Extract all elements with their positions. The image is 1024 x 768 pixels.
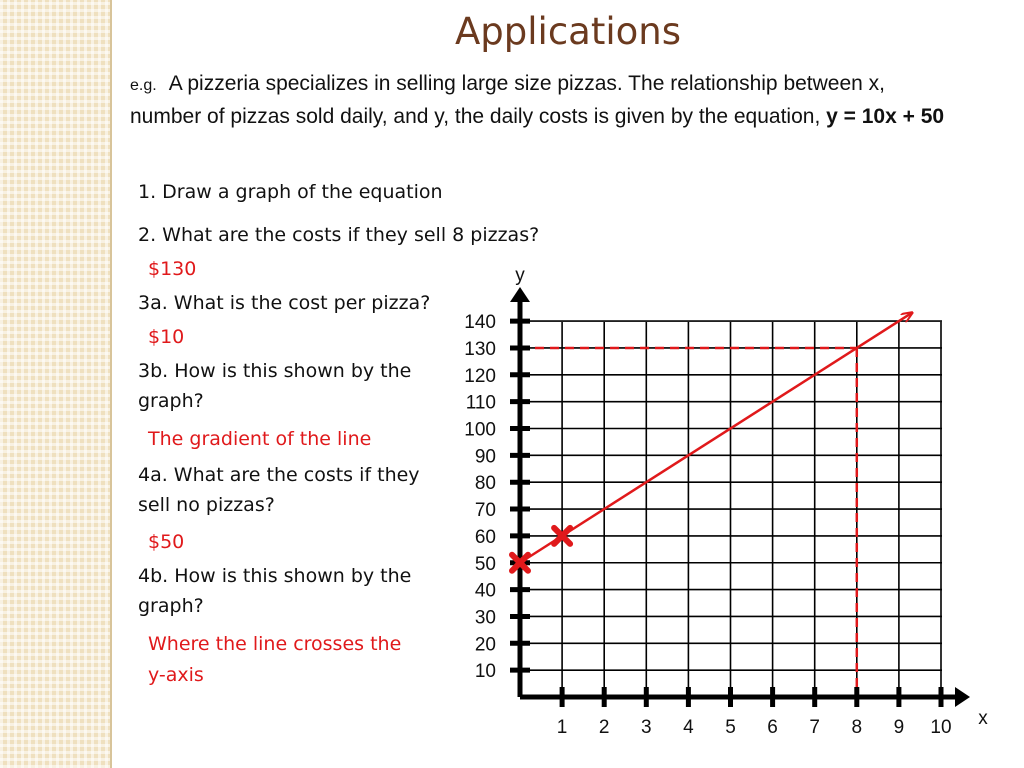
grid xyxy=(520,321,942,697)
x-tick-label: 10 xyxy=(930,717,952,738)
x-tick-label: 7 xyxy=(809,717,820,738)
series-line xyxy=(520,313,912,563)
y-tick-label: 60 xyxy=(474,526,496,548)
slide-title: Applications xyxy=(454,10,681,53)
y-tick-label: 100 xyxy=(464,419,496,441)
x-axis-label: x xyxy=(978,708,988,729)
y-axis-arrow xyxy=(510,287,530,302)
answer-3a: $10 xyxy=(148,326,185,348)
answer-3b: The gradient of the line xyxy=(148,428,372,450)
question-1: 1. Draw a graph of the equation xyxy=(138,181,443,203)
y-axis-label: y xyxy=(515,265,525,286)
x-tick-label: 1 xyxy=(556,717,568,738)
series xyxy=(520,313,912,563)
y-tick-label: 90 xyxy=(474,446,496,468)
y-tick-label: 130 xyxy=(464,338,496,360)
x-tick-label: 6 xyxy=(767,717,778,738)
y-tick-label: 70 xyxy=(474,500,496,522)
answer-2: $130 xyxy=(148,258,197,280)
x-axis-arrow xyxy=(955,687,970,707)
answer-4b: Where the line crosses the y-axis xyxy=(148,633,402,686)
y-tick-label: 110 xyxy=(465,392,496,414)
y-tick-label: 120 xyxy=(464,365,496,387)
y-tick-label: 40 xyxy=(474,580,496,602)
answer-4a: $50 xyxy=(148,531,185,553)
x-tick-label: 2 xyxy=(598,717,610,738)
question-3b: 3b. How is this shown by the graph? xyxy=(138,360,412,412)
question-2: 2. What are the costs if they sell 8 pizzas? xyxy=(138,224,540,246)
x-tick-label: 3 xyxy=(641,717,652,738)
x-tick-label: 9 xyxy=(893,717,905,738)
x-tick-label: 8 xyxy=(851,717,863,738)
labels xyxy=(464,265,988,738)
problem-text: A pizzeria specializes in selling large size pizzas. The relationship between x, number of pizzas sold daily, and y, the daily costs is given by the equation, xyxy=(130,72,886,128)
equation-text: y = 10x + 50 xyxy=(826,105,945,128)
y-tick-label: 80 xyxy=(474,473,496,495)
question-4b: 4b. How is this shown by the graph? xyxy=(138,565,412,617)
y-tick-label: 140 xyxy=(464,312,496,334)
question-3a: 3a. What is the cost per pizza? xyxy=(138,292,431,314)
y-tick-label: 50 xyxy=(474,553,496,575)
y-tick-label: 10 xyxy=(474,661,496,683)
question-4a: 4a. What are the costs if they sell no pizzas? xyxy=(138,464,420,516)
example-prefix: e.g. xyxy=(130,77,157,94)
x-tick-label: 5 xyxy=(725,717,736,738)
y-tick-label: 20 xyxy=(474,634,496,656)
y-tick-label: 30 xyxy=(474,607,496,629)
x-tick-label: 4 xyxy=(683,717,694,738)
